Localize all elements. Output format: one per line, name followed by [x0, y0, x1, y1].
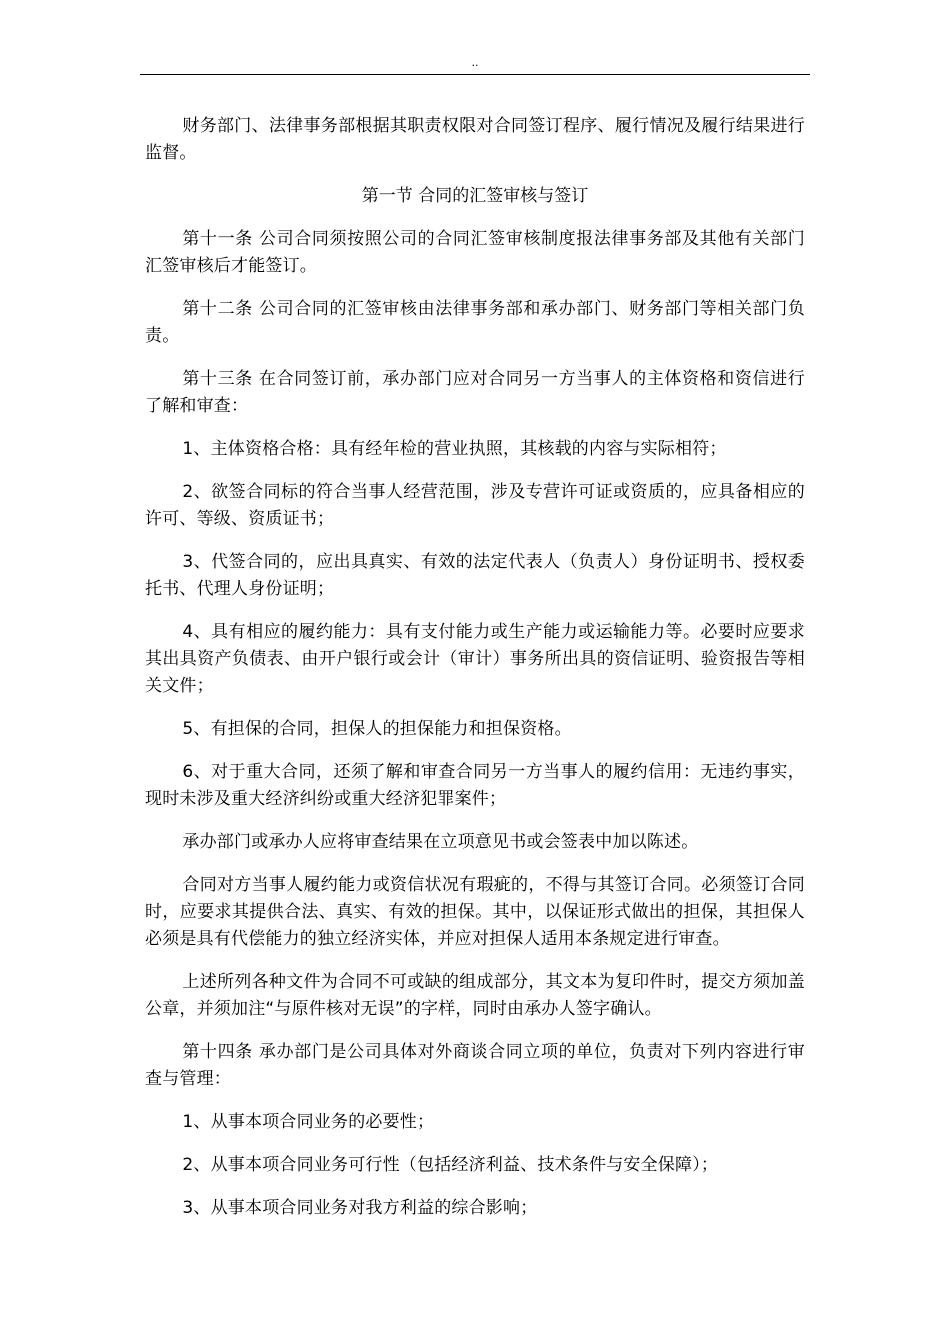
article-14-item-1: 1、从事本项合同业务的必要性；	[182, 1112, 435, 1132]
article-13-item-4: 4、具有相应的履约能力：具有支付能力或生产能力或运输能力等。必要时应要求其出具资产负债表、由开户银行或会计（审计）事务所出具的资信证明、验资报告等相关文件；	[145, 622, 805, 696]
article-13-item-1: 1、主体资格合格：具有经年检的营业执照，其核载的内容与实际相符；	[182, 439, 727, 459]
header-divider	[140, 74, 810, 75]
paragraph-supervision: 财务部门、法律事务部根据其职责权限对合同签订程序、履行情况及履行结果进行监督。	[145, 116, 805, 163]
article-11: 第十一条 公司合同须按照公司的合同汇签审核制度报法律事务部及其他有关部门汇签审核后才能签订。	[145, 229, 805, 276]
article-14-item-3: 3、从事本项合同业务对我方利益的综合影响；	[182, 1198, 538, 1218]
article-13-item-5: 5、有担保的合同，担保人的担保能力和担保资格。	[182, 719, 572, 739]
document-body	[145, 113, 805, 1238]
article-14-item-2: 2、从事本项合同业务可行性（包括经济利益、技术条件与安全保障）；	[182, 1155, 719, 1175]
article-13: 第十三条 在合同签订前，承办部门应对合同另一方当事人的主体资格和资信进行了解和审查：	[145, 369, 805, 416]
paragraph-documents: 上述所列各种文件为合同不可或缺的组成部分，其文本为复印件时，提交方须加盖公章，并须加注“与原件核对无误”的字样，同时由承办人签字确认。	[145, 972, 805, 1019]
article-13-item-3: 3、代签合同的，应出具真实、有效的法定代表人（负责人）身份证明书、授权委托书、代理人身份证明；	[145, 552, 805, 599]
article-13-item-2: 2、欲签合同标的符合当事人经营范围，涉及专营许可证或资质的，应具备相应的许可、等级、资质证书；	[145, 482, 805, 529]
page-header-mark: ..	[471, 56, 479, 69]
paragraph-guarantee: 合同对方当事人履约能力或资信状况有瑕疵的，不得与其签订合同。必须签订合同时，应要求其提供合法、真实、有效的担保。其中，以保证形式做出的担保，其担保人必须是具有代偿能力的独立经济实体，并应对担保人适用本条规定进行审查。	[145, 875, 805, 949]
section-title: 第一节 合同的汇签审核与签订	[361, 186, 589, 206]
article-14: 第十四条 承办部门是公司具体对外商谈合同立项的单位，负责对下列内容进行审查与管理：	[145, 1042, 805, 1089]
article-13-item-6: 6、对于重大合同，还须了解和审查合同另一方当事人的履约信用：无违约事实，现时未涉及重大经济纠纷或重大经济犯罪案件；	[145, 762, 805, 809]
article-12: 第十二条 公司合同的汇签审核由法律事务部和承办部门、财务部门等相关部门负责。	[145, 299, 805, 346]
paragraph-review-result: 承办部门或承办人应将审查结果在立项意见书或会签表中加以陈述。	[182, 832, 699, 852]
